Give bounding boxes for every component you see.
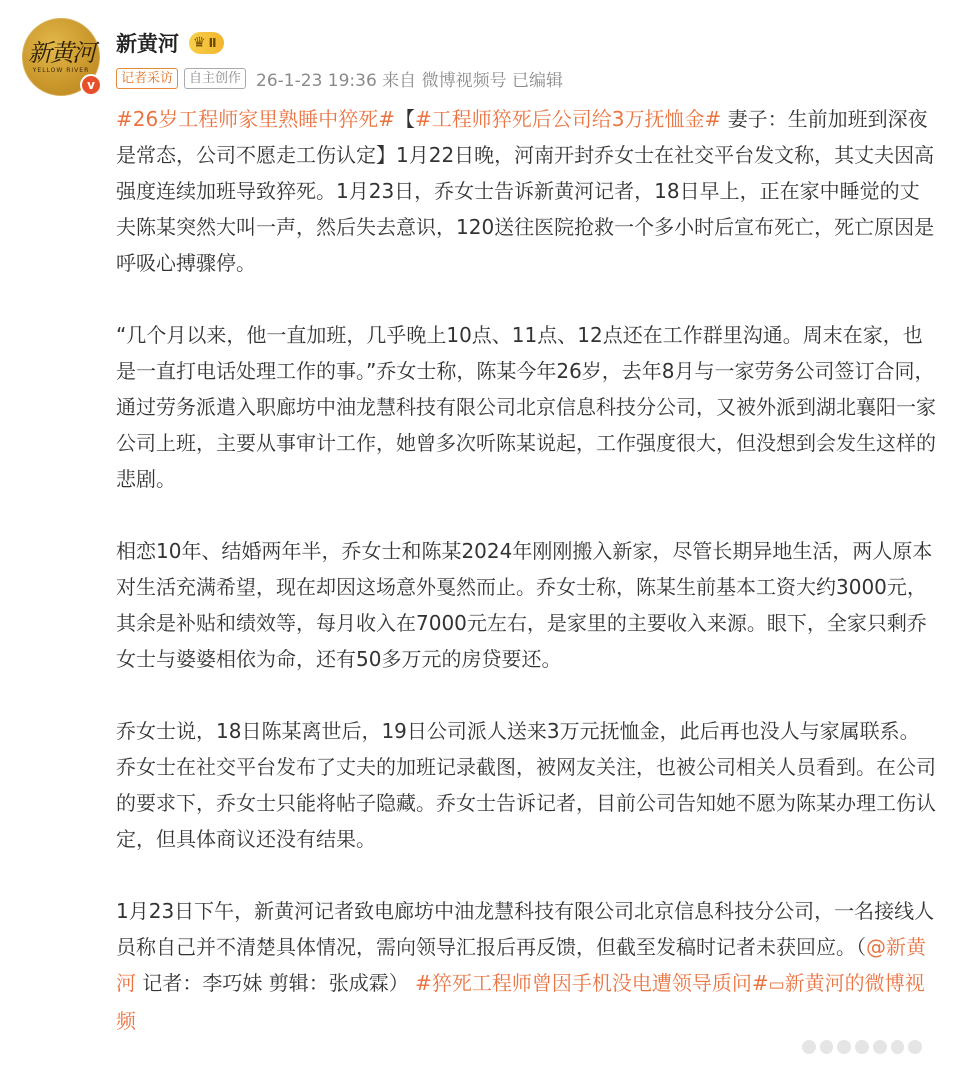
paragraph-1-text: 妻子：生前加班到深夜是常态，公司不愿走工伤认定】1月22日晚，河南开封乔女士在社交平台发文称，其丈夫因高强度连续加班导致猝死。1月23日，乔女士告诉新黄河记者，18日早上，正在家中睡觉的丈夫陈某突然大叫一声，然后失去意识，120送往医院抢救一个多小时后宣布死亡，死亡原因是呼吸心搏骤停。 — [116, 107, 935, 275]
level-text: Ⅱ — [208, 36, 217, 50]
paragraph-4: 乔女士说，18日陈某离世后，19日公司派人送来3万元抚恤金，此后再也没人与家属联系。乔女士在社交平台发布了丈夫的加班记录截图，被网友关注，也被公司相关人员看到。在公司的要求下，乔女士只能将帖子隐藏。乔女士告诉记者，目前公司告知她不愿为陈某办理工伤认定，但具体商议还没有结果。 — [116, 719, 936, 851]
level-badge[interactable] — [189, 32, 224, 54]
bracket-open: 【 — [394, 107, 415, 131]
user-name[interactable]: 新黄河 — [116, 32, 179, 56]
credits-text: 记者：李巧妹 剪辑：张成霖） — [136, 971, 409, 995]
topic-link-2[interactable]: #工程师猝死后公司给3万抚恤金# — [414, 107, 722, 131]
tag-reporter: 记者采访 — [116, 68, 178, 89]
dot-icon — [891, 1040, 905, 1054]
dot-icon — [855, 1040, 869, 1054]
crown-icon: ♛ — [193, 35, 206, 51]
dot-icon — [820, 1040, 834, 1054]
avatar[interactable] — [22, 18, 102, 98]
verified-icon: v — [80, 74, 102, 96]
topic-link-1[interactable]: #26岁工程师家里熟睡中猝死# — [116, 107, 395, 131]
post-meta — [116, 66, 563, 90]
dot-icon — [802, 1040, 816, 1054]
tag-original: 自主创作 — [184, 68, 246, 89]
post-time-source[interactable]: 26-1-23 19:36 来自 微博视频号 已编辑 — [256, 70, 563, 91]
dot-icon — [837, 1040, 851, 1054]
avatar-logo-text: 新黄河 — [28, 38, 94, 67]
dot-icon — [873, 1040, 887, 1054]
post-content — [116, 101, 936, 1039]
paragraph-5 — [116, 893, 936, 1039]
topic-link-3[interactable]: #猝死工程师曾因手机没电遭领导质问# — [408, 971, 769, 995]
dot-icon — [908, 1040, 922, 1054]
paragraph-2: “几个月以来，他一直加班，几乎晚上10点、11点、12点还在工作群里沟通。周末在家，也是一直打电话处理工作的事。”乔女士称，陈某今年26岁，去年8月与一家劳务公司签订合同，通过劳务派遣入职廊坊中油龙慧科技有限公司北京信息科技分公司，又被外派到湖北襄阳一家公司上班，主要从事审计工作，她曾多次听陈某说起，工作强度很大，但没想到会发生这样的悲剧。 — [116, 323, 936, 491]
avatar-logo-subtext: YELLOW RIVER — [32, 66, 90, 74]
user-name-row — [116, 26, 224, 60]
paragraph-1 — [116, 101, 936, 281]
mention-link[interactable]: @新黄河 — [116, 935, 926, 995]
paragraph-3: 相恋10年、结婚两年半，乔女士和陈某2024年刚刚搬入新家，尽管长期异地生活，两人原本对生活充满希望，现在却因这场意外戛然而止。乔女士称，陈某生前基本工资大约3000元，其余是补贴和绩效等，每月收入在7000元左右，是家里的主要收入来源。眼下，全家只剩乔女士与婆婆相依为命，还有50多万元的房贷要还。 — [116, 539, 933, 671]
paragraph-5-text: 1月23日下午，新黄河记者致电廊坊中油龙慧科技有限公司北京信息科技分公司，一名接线人员称自己并不清楚具体情况，需向领导汇报后再反馈，但截至发稿时记者未获回应。（ — [116, 899, 935, 959]
video-icon: ▭ — [768, 975, 785, 995]
expand-indicator — [802, 1040, 922, 1058]
video-link[interactable]: 新黄河的微博视频 — [116, 971, 925, 1033]
